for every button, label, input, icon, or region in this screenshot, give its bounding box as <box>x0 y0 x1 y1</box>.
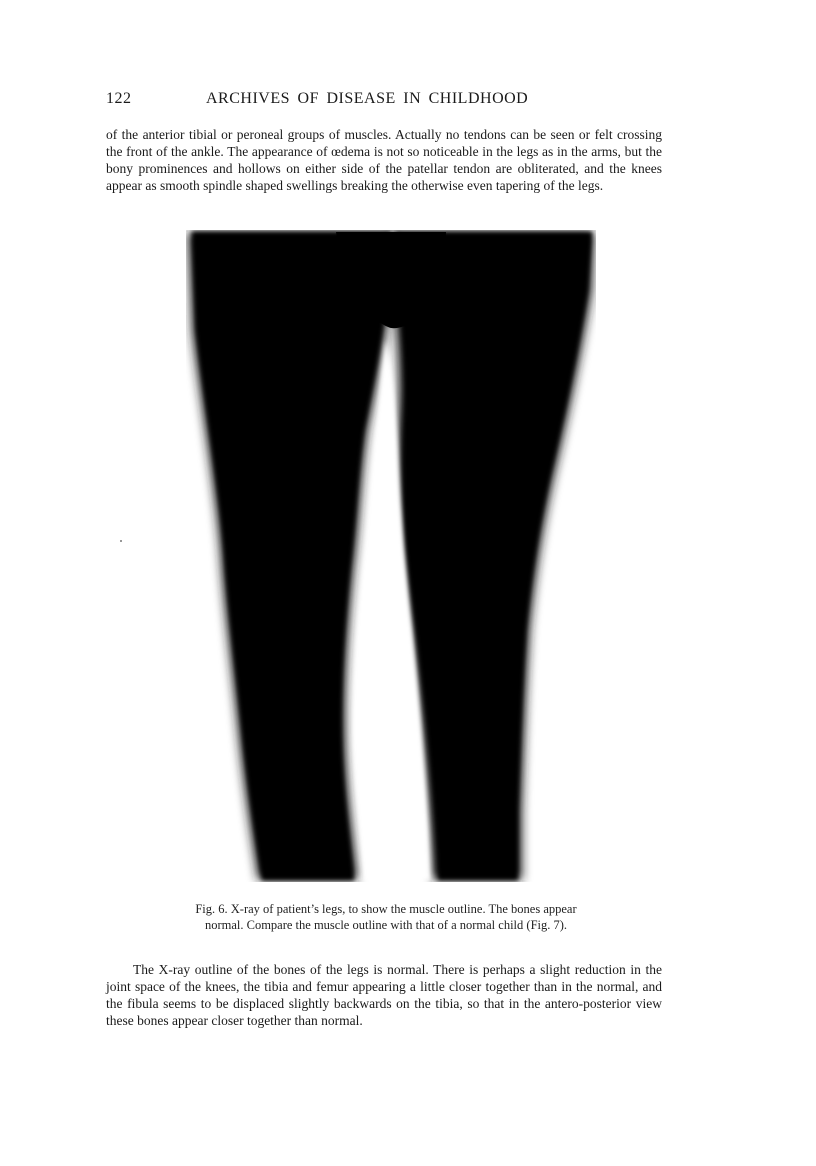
page-number: 122 <box>106 90 132 107</box>
figure-xray-legs <box>186 230 596 882</box>
figure-caption: Fig. 6. X-ray of patient’s legs, to show the muscle outline. The bones appear normal. Compare the muscle outline with that of a normal child (Fig. 7). <box>195 902 577 932</box>
paragraph-top: of the anterior tibial or peroneal groups of muscles. Actually no tendons can be seen or felt crossing the front of the ankle. The appearance of œdema is not so noticeable in the legs as in the arms, but the bony prominences and hollows on either side of the patellar tendon are obliterated, and the knees appear as smooth spindle shaped swellings breaking the otherwise even tapering of the legs. <box>106 127 662 193</box>
xray-legs-image <box>186 230 596 882</box>
paragraph-bottom: The X-ray outline of the bones of the legs is normal. There is perhaps a slight reduction in the joint space of the knees, the tibia and femur appearing a little closer together than in the normal, and the fibula seems to be displaced slightly backwards on the tibia, so that in the antero-posterior view these bones appear closer together than normal. <box>106 962 662 1028</box>
running-head: ARCHIVES OF DISEASE IN CHILDHOOD <box>206 90 529 107</box>
scan-speck <box>120 540 122 542</box>
